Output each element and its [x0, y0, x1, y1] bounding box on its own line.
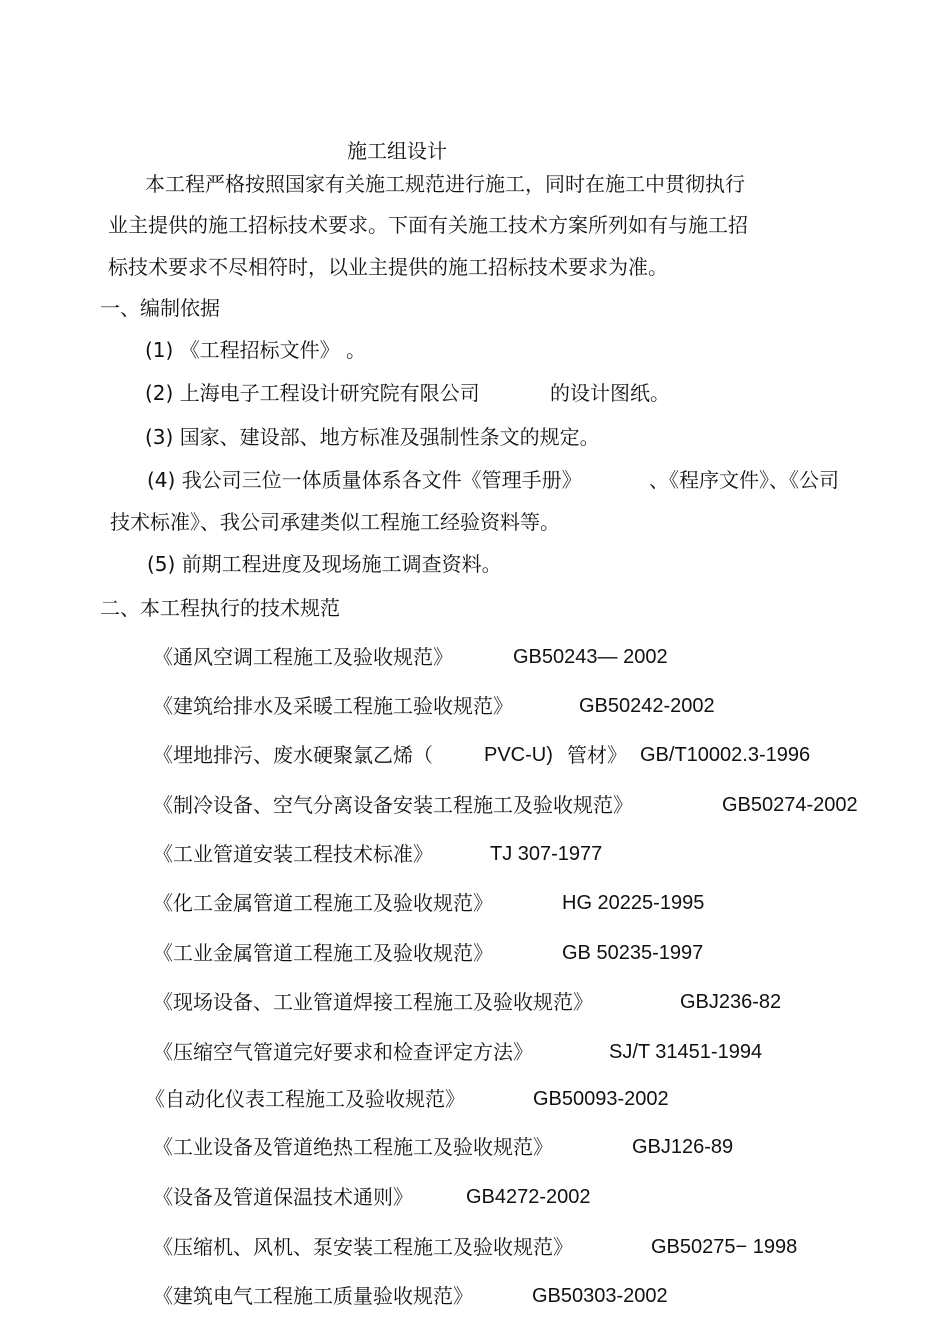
intro-line-3: 标技术要求不尽相符时，以业主提供的施工招标技术要求为准。: [108, 255, 668, 279]
standard-code: GB50303-2002: [532, 1285, 668, 1307]
standard-name: 《工业金属管道工程施工及验收规范》: [153, 941, 493, 965]
standard-name: 《制冷设备、空气分离设备安装工程施工及验收规范》: [153, 793, 633, 817]
standard-name-tail: 管材》: [567, 743, 627, 767]
standard-code: GB50243— 2002: [513, 646, 668, 668]
standard-name: 《压缩机、风机、泵安装工程施工及验收规范》: [153, 1235, 573, 1259]
standard-code: GB50275− 1998: [651, 1236, 798, 1258]
standard-name: 《工业设备及管道绝热工程施工及验收规范》: [153, 1135, 553, 1159]
basis-item-2-tail: 的设计图纸。: [550, 381, 670, 405]
standard-code: GB50093-2002: [533, 1088, 669, 1110]
standard-name: 《工业管道安装工程技术标准》: [153, 842, 433, 866]
standard-code: GB50242-2002: [579, 695, 715, 717]
standard-name: 《建筑电气工程施工质量验收规范》: [153, 1284, 473, 1308]
standard-name: 《通风空调工程施工及验收规范》: [153, 645, 453, 669]
basis-item-5: (5) 前期工程进度及现场施工调查资料。: [147, 552, 502, 576]
standard-code: GB4272-2002: [466, 1186, 591, 1208]
standard-code: TJ 307-1977: [490, 843, 603, 865]
section-heading-standards: 二、本工程执行的技术规范: [100, 596, 340, 620]
standard-name: 《自动化仪表工程施工及验收规范》: [145, 1087, 465, 1111]
basis-item-4: (4) 我公司三位一体质量体系各文件《管理手册》: [147, 468, 582, 492]
standard-name: 《建筑给排水及采暖工程施工验收规范》: [153, 694, 513, 718]
standard-code: GB/T10002.3-1996: [640, 744, 811, 766]
section-heading-basis: 一、编制依据: [100, 296, 220, 320]
standard-name: 《埋地排污、废水硬聚氯乙烯（: [153, 743, 433, 767]
page-title: 施工组设计: [347, 139, 447, 163]
standard-code: GB50274-2002: [722, 794, 858, 816]
standard-code: GBJ126-89: [632, 1136, 734, 1158]
intro-line-1: 本工程严格按照国家有关施工规范进行施工，同时在施工中贯彻执行: [145, 172, 745, 196]
standard-code: GB 50235-1997: [562, 942, 704, 964]
standard-name: 《压缩空气管道完好要求和检查评定方法》: [153, 1040, 533, 1064]
basis-item-3: (3) 国家、建设部、地方标准及强制性条文的规定。: [145, 425, 600, 449]
standard-code: GBJ236-82: [680, 991, 782, 1013]
basis-item-2: (2) 上海电子工程设计研究院有限公司: [145, 381, 480, 405]
standard-name: 《设备及管道保温技术通则》: [153, 1185, 413, 1209]
standard-code: SJ/T 31451-1994: [609, 1041, 763, 1063]
basis-item-4-middle: 、《程序文件》、《公司: [649, 468, 839, 492]
standard-code-material: PVC-U): [484, 744, 553, 766]
standard-name: 《化工金属管道工程施工及验收规范》: [153, 891, 493, 915]
basis-item-1: (1) 《工程招标文件》 。: [145, 338, 367, 362]
intro-line-2: 业主提供的施工招标技术要求。下面有关施工技术方案所列如有与施工招: [108, 213, 748, 237]
standard-name: 《现场设备、工业管道焊接工程施工及验收规范》: [153, 990, 593, 1014]
basis-item-4-continued: 技术标准》、我公司承建类似工程施工经验资料等。: [110, 510, 560, 534]
standard-code: HG 20225-1995: [562, 892, 705, 914]
